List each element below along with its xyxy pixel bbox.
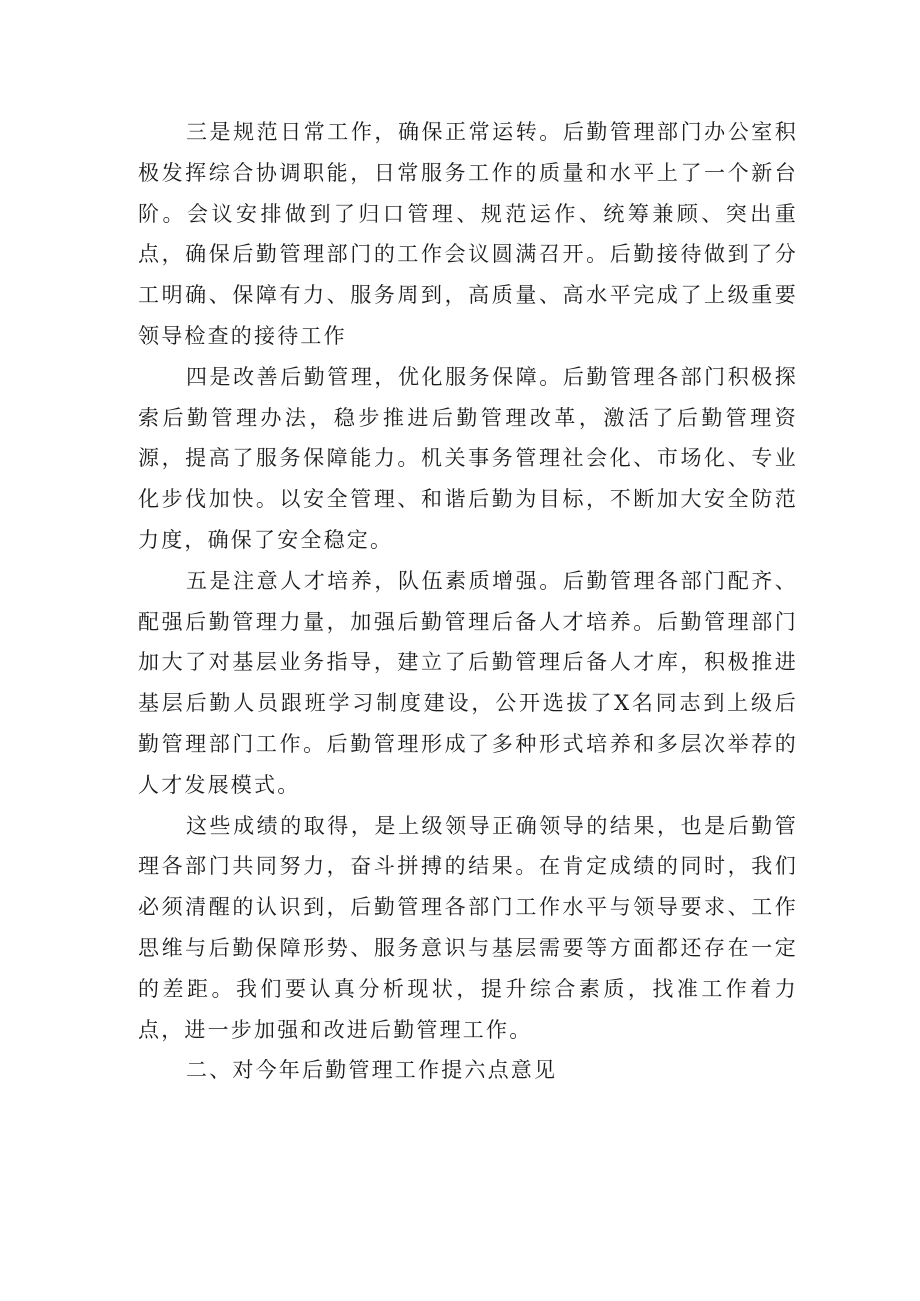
document-body — [138, 112, 798, 1091]
paragraph-routine-work: 三是规范日常工作，确保正常运转。后勤管理部门办公室积极发挥综合协调职能，日常服务工作的质量和水平上了一个新台阶。会议安排做到了归口管理、规范运作、统筹兼顾、突出重点，确保后勤管理部门的工作会议圆满召开。后勤接待做到了分工明确、保障有力、服务周到，高质量、高水平完成了上级重要领导检查的接待工作 — [138, 120, 798, 348]
paragraph-talent-training: 五是注意人才培养，队伍素质增强。后勤管理各部门配齐、配强后勤管理力量，加强后勤管理后备人才培养。后勤管理部门加大了对基层业务指导，建立了后勤管理后备人才库，积极推进基层后勤人员跟班学习制度建设，公开选拔了X名同志到上级后勤管理部门工作。后勤管理形成了多种形式培养和多层次举荐的人才发展模式。 — [138, 568, 798, 797]
section-heading: 二、对今年后勤管理工作提六点意见 — [186, 1058, 558, 1083]
paragraph-achievements-summary: 这些成绩的取得，是上级领导正确领导的结果，也是后勤管理各部门共同努力，奋斗拼搏的结果。在肯定成绩的同时，我们必须清醒的认识到，后勤管理各部门工作水平与领导要求、工作思维与后勤保障形势、服务意识与基层需要等方面都还存在一定的差距。我们要认真分析现状，提升综合素质，找准工作着力点，进一步加强和改进后勤管理工作。 — [138, 813, 798, 1042]
paragraph-logistics-management: 四是改善后勤管理，优化服务保障。后勤管理各部门积极探索后勤管理办法，稳步推进后勤管理改革，激活了后勤管理资源，提高了服务保障能力。机关事务管理社会化、市场化、专业化步伐加快。以安全管理、和谐后勤为目标，不断加大安全防范力度，确保了安全稳定。 — [138, 364, 798, 552]
